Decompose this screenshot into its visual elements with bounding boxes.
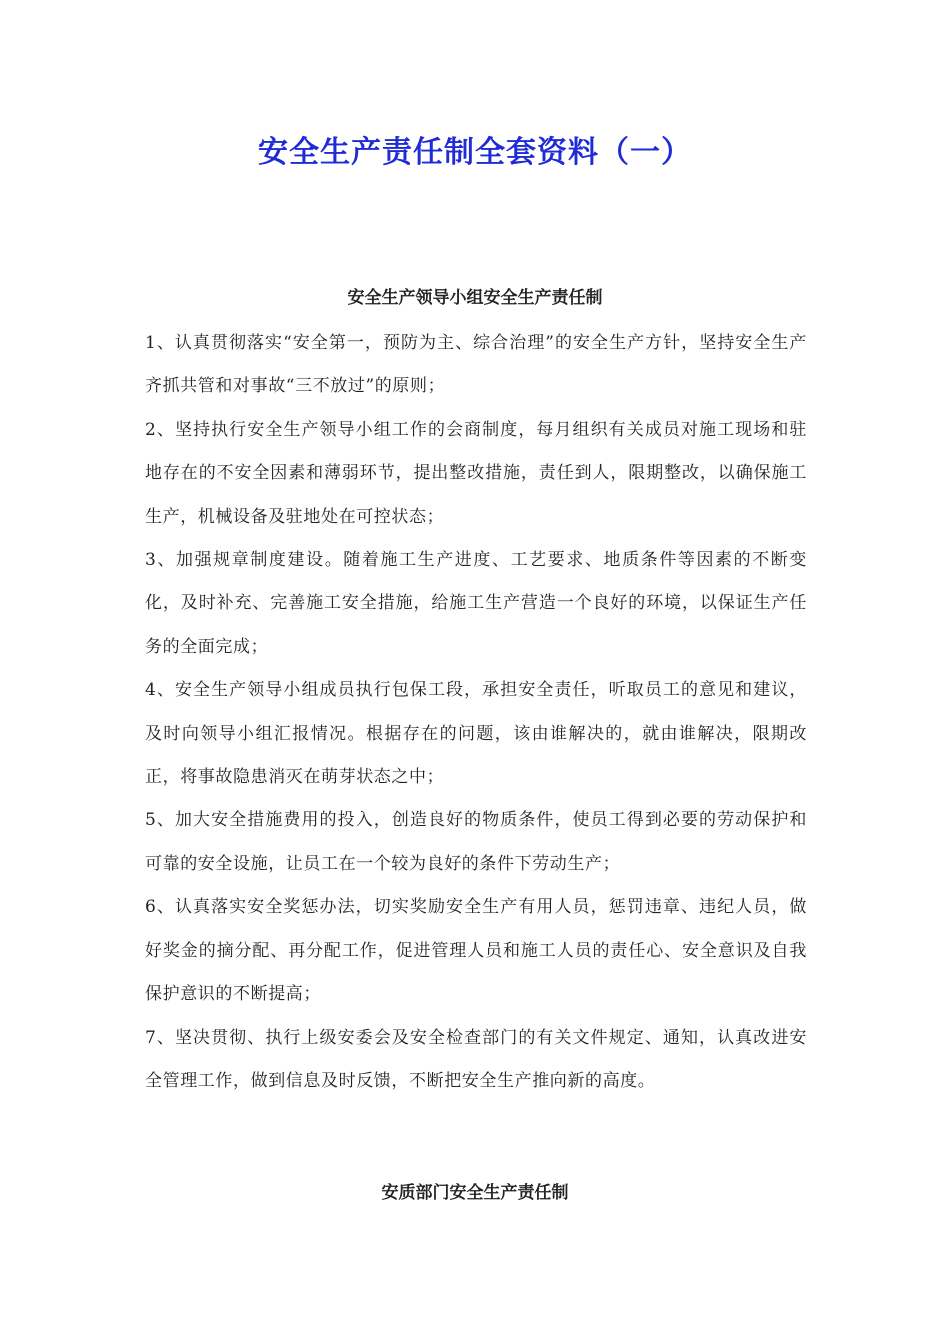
clause-5: 5、加大安全措施费用的投入，创造良好的物质条件，使员工得到必要的劳动保护和可靠的安全设施，让员工在一个较为良好的条件下劳动生产； — [145, 810, 807, 874]
clause-2: 2、坚持执行安全生产领导小组工作的会商制度，每月组织有关成员对施工现场和驻地存在的不安全因素和薄弱环节，提出整改措施，责任到人，限期整改，以确保施工生产，机械设备及驻地处在可控状态； — [145, 419, 807, 527]
section-body-leadership-group — [145, 322, 807, 1103]
clause-6: 6、认真落实安全奖惩办法，切实奖励安全生产有用人员，惩罚违章、违纪人员，做好奖金的摘分配、再分配工作，促进管理人员和施工人员的责任心、安全意识及自我保护意识的不断提高； — [145, 897, 807, 1005]
clause-1: 1、认真贯彻落实“安全第一，预防为主、综合治理”的安全生产方针，坚持安全生产齐抓共管和对事故“三不放过”的原则； — [145, 333, 807, 397]
clause-7: 7、坚决贯彻、执行上级安委会及安全检查部门的有关文件规定、通知，认真改进安全管理工作，做到信息及时反馈，不断把安全生产推向新的高度。 — [145, 1027, 807, 1091]
clause-3: 3、加强规章制度建设。随着施工生产进度、工艺要求、地质条件等因素的不断变化，及时补充、完善施工安全措施，给施工生产营造一个良好的环境，以保证生产任务的全面完成； — [145, 550, 807, 657]
section-heading-leadership-group: 安全生产领导小组安全生产责任制 — [347, 288, 603, 308]
document-title: 安全生产责任制全套资料（一） — [258, 135, 692, 170]
section-heading-safety-quality-dept: 安质部门安全生产责任制 — [381, 1183, 569, 1203]
clause-4: 4、安全生产领导小组成员执行包保工段，承担安全责任，听取员工的意见和建议，及时向领导小组汇报情况。根据存在的问题，该由谁解决的，就由谁解决，限期改正，将事故隐患消灭在萌芽状态之中； — [145, 680, 807, 788]
